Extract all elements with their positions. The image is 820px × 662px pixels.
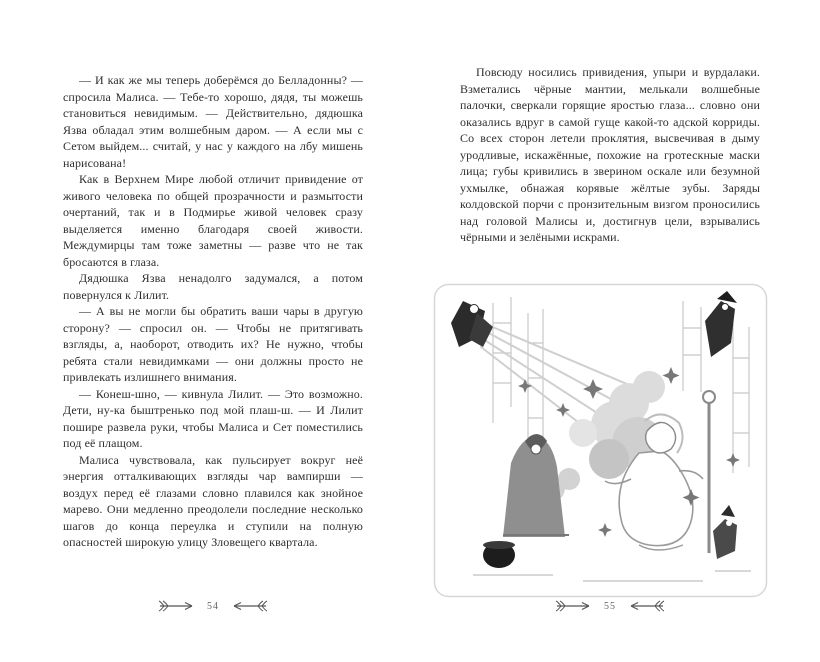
- arrow-right-ornament-icon: [555, 600, 597, 612]
- right-page-text: [460, 64, 760, 246]
- arrow-left-ornament-icon: [623, 600, 665, 612]
- paragraph: Дядюшка Язва ненадолго задумался, а потом повернулся к Лилит.: [63, 271, 363, 302]
- right-page-footer: [460, 600, 760, 612]
- page-number-left: 54: [207, 600, 219, 612]
- page-number-right: 55: [604, 600, 616, 612]
- paragraph: Малиса чувствовала, как пульсирует вокруг неё энергия отталкивающих взгляды чар вампирши — воздух перед её глазами словно плавился как знойное марево. Они медленно преодолели последние несколько шагов до конца переулка и ступили на полную опасностей широкую улицу Зловещего квартала.: [63, 452, 363, 549]
- cauldron: [483, 541, 515, 568]
- illustration-drawing: [433, 283, 768, 598]
- left-page-text: [63, 72, 363, 551]
- paragraph: — И как же мы теперь доберёмся до Белладонны? — спросила Малиса. — Тебе-то хорошо, дядя, ты можешь становиться невидимым. — Действительно, дядюшка Язва обладал этим волшебным даром. — А если мы с Сетом выйдем... считай, у нас у каждого на лбу мишень нарисована!: [63, 73, 363, 170]
- paragraph: — Конеш-шно, — кивнула Лилит. — Это возможно. Дети, ну-ка быштренько под мой плаш-ш. — И Лилит пошире развела руки, чтобы Малиса и Сет поместились под её плащом.: [63, 386, 363, 450]
- paragraph: — А вы не могли бы обратить ваши чары в другую сторону? — спросил он. — Чтобы не притягивать взгляды, а, наоборот, отводить их? Не нужно, чтобы ребята стали невидимками — они должны просто не привлекать излишнего внимания.: [63, 304, 363, 384]
- arrow-right-ornament-icon: [158, 600, 200, 612]
- arrow-left-ornament-icon: [226, 600, 268, 612]
- paragraph: Повсюду носились привидения, упыри и вурдалаки. Взметались чёрные мантии, мелькали волшебные палочки, сверкали горящие яростью глаза... словно они оказались вдруг в самой гуще какой-то адской корриды. Со всех сторон летели проклятия, высвечивая в дыму уродливые, искажённые, похожие на гротескные маски лица; губы кривились в зверином оскале или безумной ухмылке, обнажая корявые жёлтые зубы. Заряды колдовской порчи с пронзительным визгом проносились над головой Малисы и, достигнув цели, взрывались чёрными и зелёными искрами.: [460, 65, 760, 244]
- illustration-underworld-chaos: [433, 283, 768, 598]
- left-page-footer: [63, 600, 363, 612]
- paragraph: Как в Верхнем Мире любой отличит привидение от живого человека по общей прозрачности и размытости очертаний, так и в Подмирье живой человек сразу выделяется именно благодаря своей живости. Междумирцы там тоже заметны — разве что не так бросаются в глаза.: [63, 172, 363, 269]
- lamp: [703, 391, 715, 403]
